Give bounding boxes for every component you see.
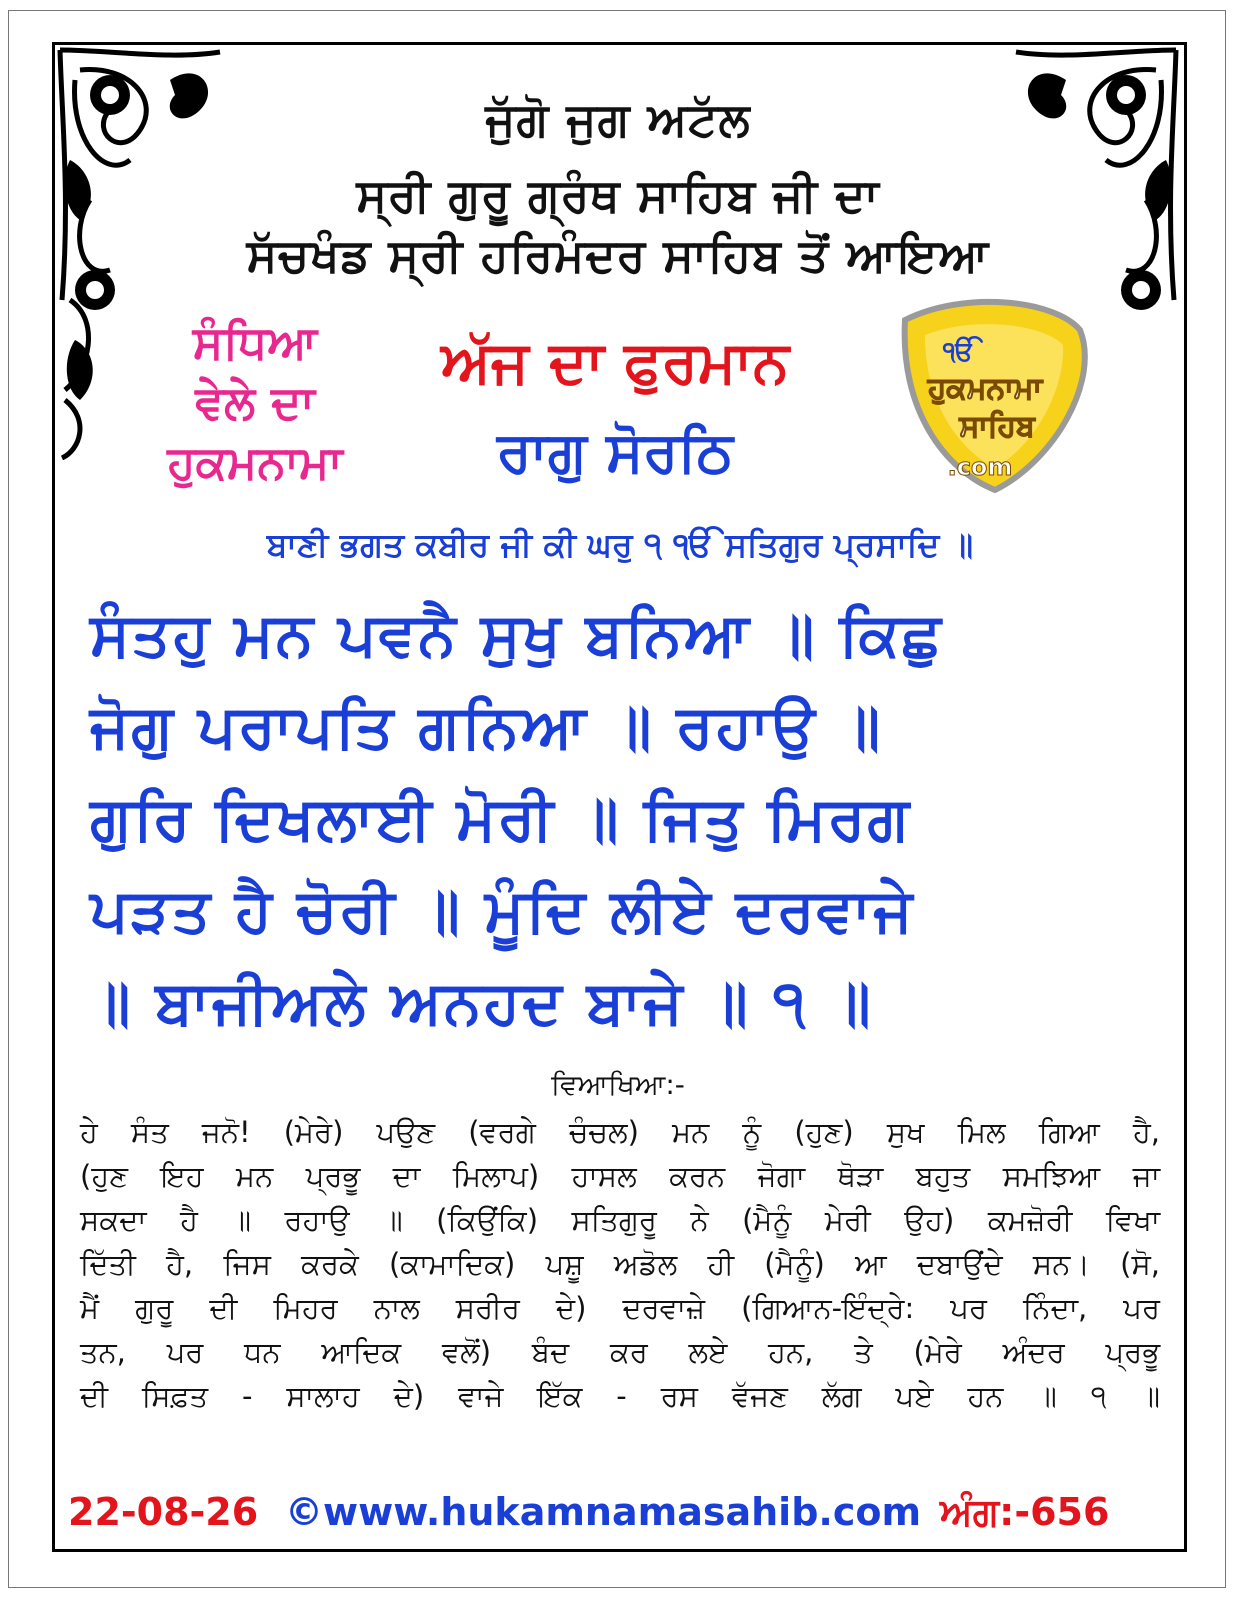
side-label-line-3: ਹੁਕਮਨਾਮਾ <box>167 435 343 489</box>
raag-title: ਰਾਗੁ ਸੋਰਠਿ <box>496 420 734 485</box>
explanation-line-1: ਹੇ ਸੰਤ ਜਨੋ! (ਮੇਰੇ) ਪਉਣ (ਵਰਗੇ ਚੰਚਲ) ਮਨ ਨੂੰ (ਹੁਣ) ਸੁਖ ਮਿਲ ਗਿਆ ਹੈ, <box>80 1115 1160 1149</box>
explanation-line-3: ਸਕਦਾ ਹੈ ॥ ਰਹਾਉ ॥ (ਕਿਉਂਕਿ) ਸਤਿਗੁਰੂ ਨੇ (ਮੈਨੂੰ ਮੇਰੀ ਉਹ) ਕਮਜ਼ੋਰੀ ਵਿਖਾ <box>80 1203 1160 1237</box>
vyakhya-label: ਵਿਆਖਿਆ:- <box>551 1068 685 1101</box>
verse-line-1: ਸੰਤਹੁ ਮਨ ਪਵਨੈ ਸੁਖੁ ਬਨਿਆ ॥ ਕਿਛੁ <box>90 600 943 670</box>
explanation-text <box>80 1110 1160 1418</box>
logo-text-3: .com <box>947 453 1013 481</box>
header-line-1: ਜੁੱਗੋ ਜੁਗ ਅਟੱਲ <box>485 92 751 146</box>
footer-ang: ਅੰਗ:-656 <box>940 1490 1110 1534</box>
footer-date: 22-08-26 <box>68 1490 259 1534</box>
explanation-line-7: ਦੀ ਸਿਫ਼ਤ - ਸਾਲਾਹ ਦੇ) ਵਾਜੇ ਇੱਕ - ਰਸ ਵੱਜਣ ਲੱਗ ਪਏ ਹਨ ॥ ੧ ॥ <box>80 1379 1160 1413</box>
verse-line-5: ॥ ਬਾਜੀਅਲੇ ਅਨਹਦ ਬਾਜੇ ॥ ੧ ॥ <box>90 968 873 1038</box>
header-line-2: ਸ੍ਰੀ ਗੁਰੂ ਗ੍ਰੰਥ ਸਾਹਿਬ ਜੀ ਦਾ <box>356 168 880 222</box>
explanation-line-6: ਤਨ, ਪਰ ਧਨ ਆਦਿਕ ਵਲੋਂ) ਬੰਦ ਕਰ ਲਏ ਹਨ, ਤੇ (ਮੇਰੇ ਅੰਦਰ ਪ੍ਰਭੂ <box>80 1335 1160 1369</box>
verse-line-2: ਜੋਗੁ ਪਰਾਪਤਿ ਗਨਿਆ ॥ ਰਹਾਉ ॥ <box>90 692 883 762</box>
header-line-3: ਸੱਚਖੰਡ ਸ੍ਰੀ ਹਰਿਮੰਦਰ ਸਾਹਿਬ ਤੋਂ ਆਇਆ <box>246 228 990 282</box>
hukamnama-logo <box>885 290 1095 500</box>
explanation-line-2: (ਹੁਣ ਇਹ ਮਨ ਪ੍ਰਭੂ ਦਾ ਮਿਲਾਪ) ਹਾਸਲ ਕਰਨ ਜੋਗਾ ਥੋੜਾ ਬਹੁਤ ਸਮਝਿਆ ਜਾ <box>80 1159 1160 1193</box>
explanation-line-5: ਮੈਂ ਗੁਰੂ ਦੀ ਮਿਹਰ ਨਾਲ ਸਰੀਰ ਦੇ) ਦਰਵਾਜ਼ੇ (ਗਿਆਨ-ਇੰਦ੍ਰੇ: ਪਰ ਨਿੰਦਾ, ਪਰ <box>80 1291 1160 1325</box>
intro-line: ਬਾਣੀ ਭਗਤ ਕਬੀਰ ਜੀ ਕੀ ਘਰੁ ੧ ੴ ਸਤਿਗੁਰ ਪ੍ਰਸਾਦਿ ॥ <box>266 525 974 564</box>
page-title: ਅੱਜ ਦਾ ਫੁਰਮਾਨ <box>441 328 789 396</box>
explanation-line-4: ਦਿੱਤੀ ਹੈ, ਜਿਸ ਕਰਕੇ (ਕਾਮਾਦਿਕ) ਪਸ਼ੂ ਅਡੋਲ ਹੀ (ਮੈਨੂੰ) ਆ ਦਬਾਉਂਦੇ ਸਨ। (ਸੋ, <box>80 1247 1160 1281</box>
side-label-line-1: ਸੰਧਿਆ <box>192 315 318 369</box>
logo-text-1: ਹੁਕਮਨਾਮਾ <box>927 371 1043 406</box>
footer-website[interactable]: ©www.hukamnamasahib.com <box>285 1490 922 1534</box>
logo-text-2: ਸਾਹਿਬ <box>959 409 1035 444</box>
verse-line-3: ਗੁਰਿ ਦਿਖਲਾਈ ਮੋਰੀ ॥ ਜਿਤੁ ਮਿਰਗ <box>90 784 912 854</box>
logo-ik-onkar: ੴ <box>943 337 975 367</box>
side-label-line-2: ਵੇਲੇ ਦਾ <box>195 375 315 429</box>
verse-line-4: ਪੜਤ ਹੈ ਚੋਰੀ ॥ ਮੂੰਦਿ ਲੀਏ ਦਰਵਾਜੇ <box>90 876 915 946</box>
